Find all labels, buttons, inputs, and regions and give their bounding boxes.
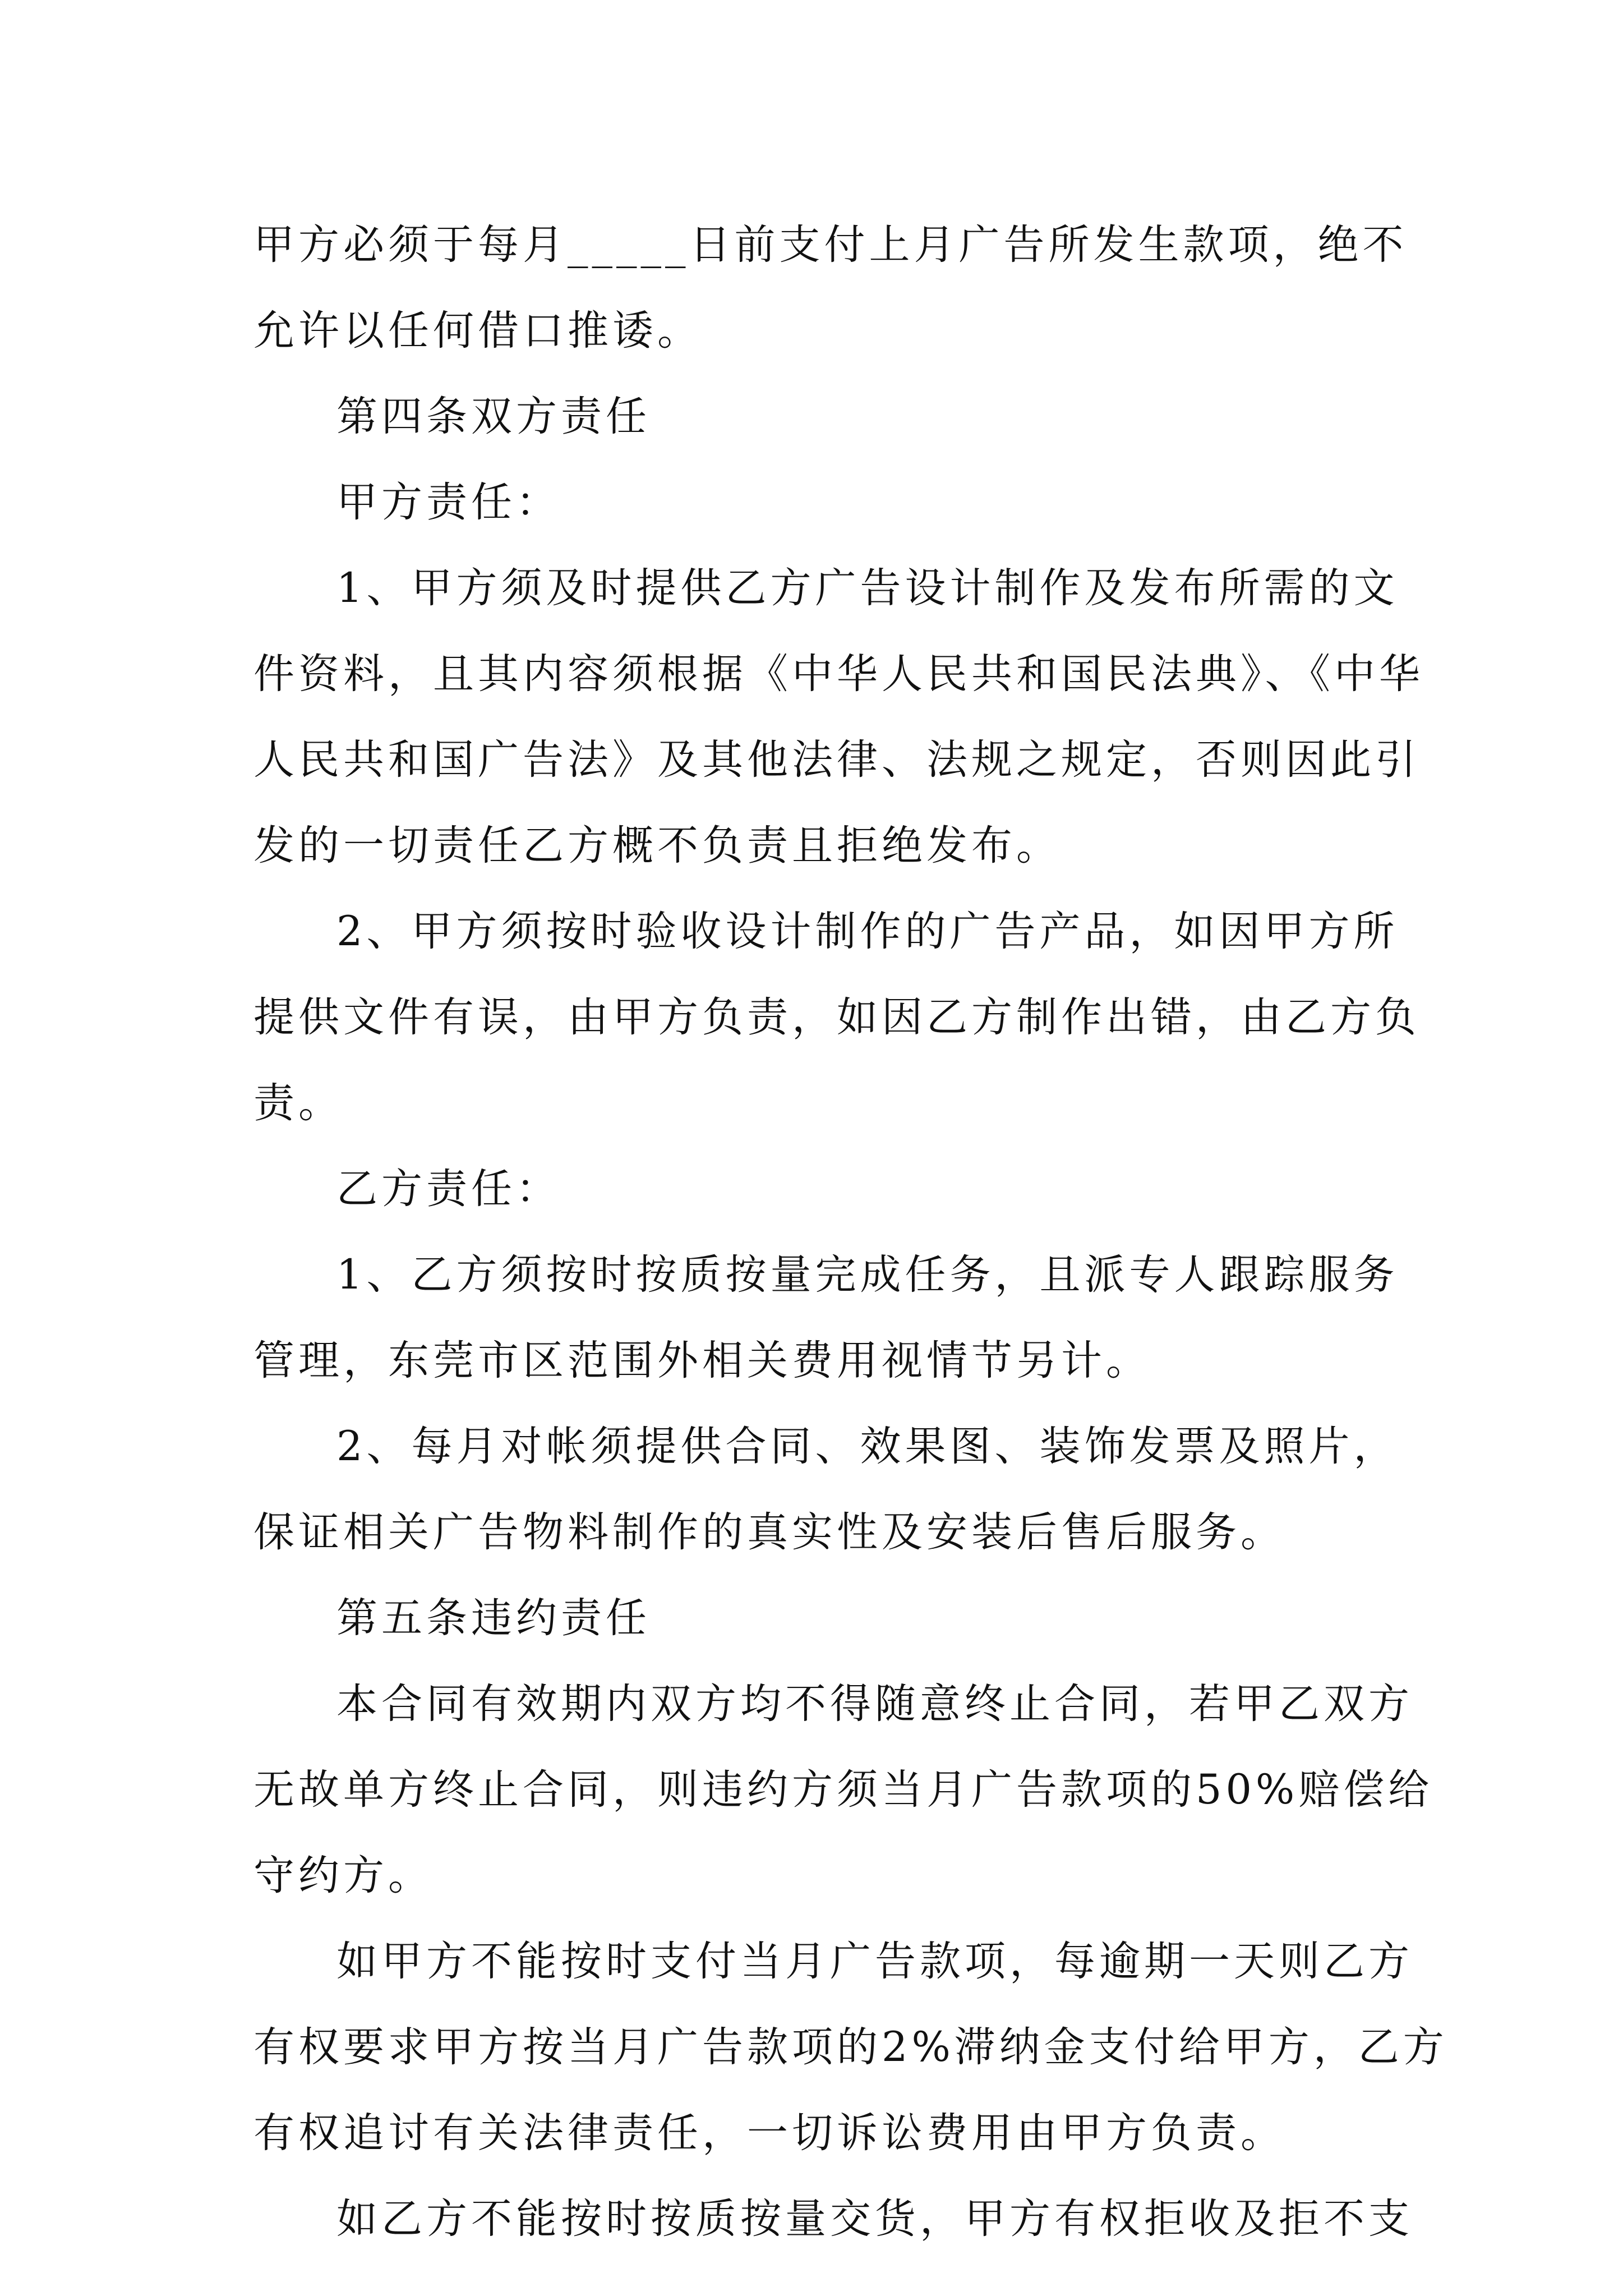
text-line: 1、甲方须及时提供乙方广告设计制作及发布所需的文: [336, 564, 1399, 612]
document-body: [253, 202, 1448, 2262]
text-line: 1、乙方须按时按质按量完成任务，且派专人跟踪服务: [336, 1251, 1399, 1299]
section-heading: 第四条双方责任: [336, 393, 651, 440]
text-line: 2、每月对帐须提供合同、效果图、装饰发票及照片，: [336, 1423, 1399, 1470]
section-heading: 第五条违约责任: [336, 1594, 651, 1642]
text-line: 有权要求甲方按当月广告款项的2%滞纳金支付给甲方，乙方: [253, 2023, 1448, 2071]
subheading: 乙方责任：: [336, 1165, 561, 1213]
text-line: 件资料，且其内容须根据《中华人民共和国民法典》、《中华: [253, 650, 1424, 698]
text-line: 如乙方不能按时按质按量交货，甲方有权拒收及拒不支: [336, 2195, 1413, 2243]
text-line: 甲方必须于每月_____日前支付上月广告所发生款项，绝不: [253, 221, 1408, 269]
text-line: 提供文件有误，由甲方负责，如因乙方制作出错，由乙方负: [253, 993, 1420, 1041]
text-line: 允许以任何借口推诿。: [253, 307, 702, 355]
text-line: 人民共和国广告法》及其他法律、法规之规定，否则因此引: [253, 736, 1420, 784]
text-line: 有权追讨有关法律责任，一切诉讼费用由甲方负责。: [253, 2109, 1285, 2157]
text-line: 本合同有效期内双方均不得随意终止合同，若甲乙双方: [336, 1680, 1413, 1728]
text-line: 无故单方终止合同，则违约方须当月广告款项的50%赔偿给: [253, 1766, 1433, 1814]
text-line: 2、甲方须按时验收设计制作的广告产品，如因甲方所: [336, 908, 1399, 955]
text-line: 守约方。: [253, 1852, 433, 1899]
text-line: 责。: [253, 1079, 343, 1127]
text-line: 管理，东莞市区范围外相关费用视情节另计。: [253, 1337, 1151, 1384]
text-line: 保证相关广告物料制作的真实性及安装后售后服务。: [253, 1508, 1285, 1556]
text-line: 如甲方不能按时支付当月广告款项，每逾期一天则乙方: [336, 1938, 1413, 1985]
subheading: 甲方责任：: [336, 478, 561, 526]
text-line: 发的一切责任乙方概不负责且拒绝发布。: [253, 822, 1061, 869]
